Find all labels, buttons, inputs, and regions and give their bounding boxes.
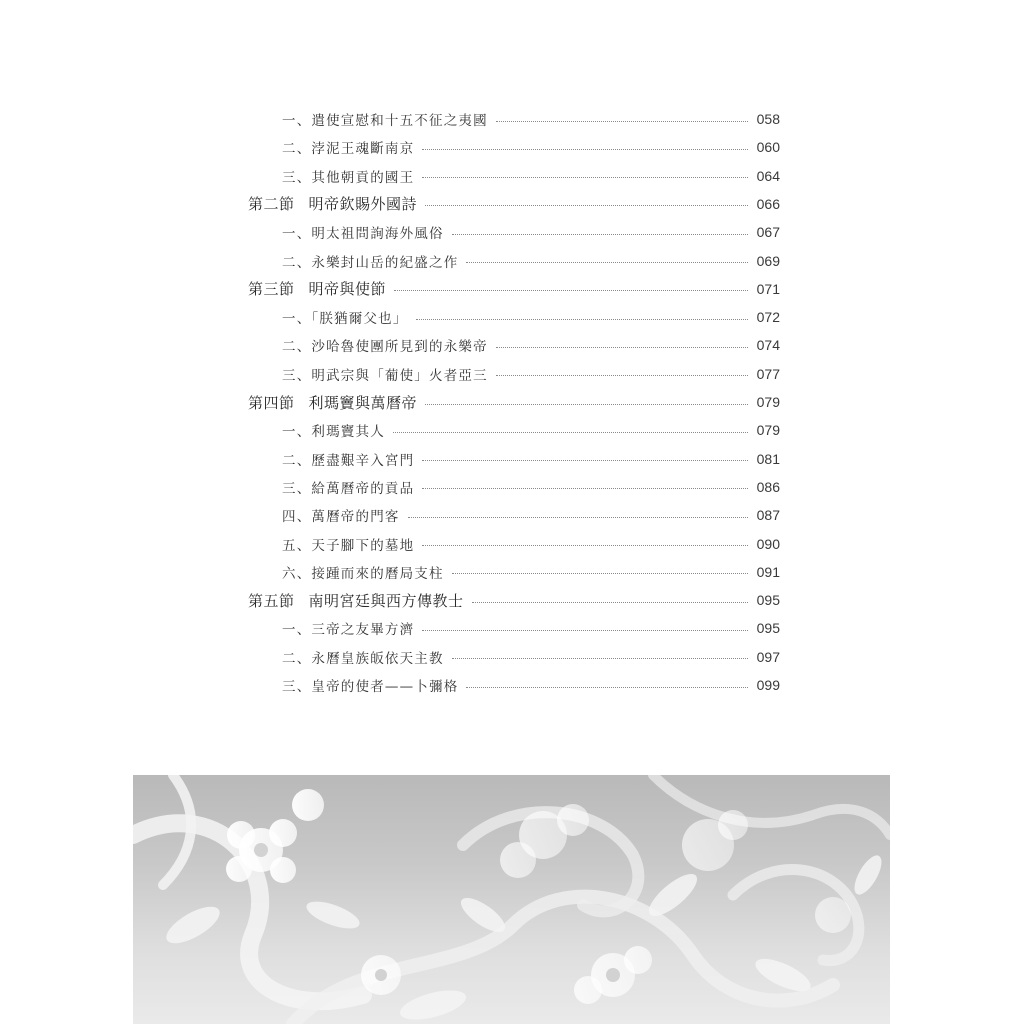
- toc-item[interactable]: [282, 643, 780, 671]
- toc-item[interactable]: [282, 162, 780, 190]
- dot-leader: [496, 347, 748, 348]
- toc-item[interactable]: [282, 105, 780, 133]
- dot-leader: [452, 573, 748, 574]
- toc-section-label: [248, 278, 386, 299]
- dot-leader: [422, 177, 748, 178]
- dot-leader: [408, 517, 748, 518]
- toc-page-number: 087: [756, 507, 780, 524]
- toc-item-label: 四、萬曆帝的門客: [282, 509, 400, 526]
- toc-page-number: 071: [756, 280, 780, 297]
- toc-page-number: 079: [756, 422, 780, 439]
- dot-leader: [496, 121, 748, 122]
- toc-item[interactable]: [282, 614, 780, 642]
- toc-item[interactable]: [282, 247, 780, 275]
- toc-item[interactable]: [282, 360, 780, 388]
- dot-leader: [422, 488, 748, 489]
- toc-page-number: 079: [756, 394, 780, 410]
- toc-page-number: 060: [756, 139, 780, 156]
- toc-section-label: [248, 590, 464, 611]
- section-title: 明帝與使節: [308, 280, 387, 299]
- toc-item-label: 二、永樂封山岳的紀盛之作: [282, 254, 459, 271]
- toc-item-label: 一、明太祖問詢海外風俗: [282, 226, 444, 243]
- toc-page-number: 095: [756, 592, 780, 609]
- dot-leader: [422, 460, 748, 461]
- toc-page-number: 064: [756, 167, 780, 184]
- section-title: 利瑪竇與萬曆帝: [308, 393, 418, 412]
- dot-leader: [425, 205, 748, 206]
- dot-leader: [452, 234, 748, 235]
- toc-page-number: 081: [756, 450, 780, 467]
- toc-page-number: 067: [756, 224, 780, 241]
- section-number: 第五節: [248, 591, 295, 610]
- toc-item-label: 五、天子腳下的墓地: [282, 537, 415, 554]
- toc-section[interactable]: [248, 388, 780, 416]
- toc-item-label: 二、永曆皇族皈依天主教: [282, 650, 444, 667]
- toc-page-number: 069: [756, 252, 780, 269]
- toc-item-label: 六、接踵而來的曆局支柱: [282, 565, 444, 582]
- toc-page-number: 074: [756, 337, 780, 354]
- toc-section[interactable]: [248, 275, 780, 303]
- toc-item-label: 一、「朕猶爾父也」: [282, 311, 408, 328]
- toc-section[interactable]: [248, 586, 780, 614]
- dot-leader: [472, 602, 748, 603]
- section-title: 南明宮廷與西方傳教士: [308, 591, 464, 610]
- dot-leader: [422, 149, 748, 150]
- toc-page-number: 058: [756, 111, 780, 127]
- dot-leader: [394, 290, 748, 291]
- toc-item[interactable]: [282, 416, 780, 444]
- toc-item[interactable]: [282, 501, 780, 529]
- dot-leader: [425, 404, 748, 405]
- toc-section-label: [248, 193, 417, 214]
- toc-item[interactable]: [282, 445, 780, 473]
- toc-item-label: 一、三帝之友畢方濟: [282, 622, 415, 639]
- section-number: 第三節: [248, 280, 295, 299]
- toc-page-number: 066: [756, 195, 780, 212]
- toc-item[interactable]: [282, 671, 780, 699]
- toc-page-number: 091: [756, 563, 780, 580]
- toc-page-number: 095: [756, 620, 780, 637]
- dot-leader: [452, 658, 748, 659]
- toc-item-label: 一、遣使宣慰和十五不征之夷國: [282, 113, 488, 129]
- toc-item-label: 三、明武宗與「葡使」火者亞三: [282, 367, 488, 384]
- toc-section-label: [248, 392, 417, 413]
- toc-page-number: 077: [756, 365, 780, 382]
- toc-item-label: 二、浡泥王魂斷南京: [282, 141, 415, 158]
- toc-page-number: 099: [756, 677, 780, 693]
- toc-item-label: 一、利瑪竇其人: [282, 424, 385, 441]
- dot-leader: [416, 319, 748, 320]
- toc-item-label: 二、沙哈魯使團所見到的永樂帝: [282, 339, 488, 356]
- section-number: 第四節: [248, 393, 295, 412]
- toc-item[interactable]: [282, 473, 780, 501]
- dot-leader: [496, 375, 748, 376]
- toc-item-label: 二、歷盡艱辛入宮門: [282, 452, 415, 469]
- floral-scroll-icon: [133, 775, 890, 1024]
- dot-leader: [466, 687, 748, 688]
- toc-section[interactable]: [248, 190, 780, 218]
- toc-item[interactable]: [282, 303, 780, 331]
- toc-item[interactable]: [282, 133, 780, 161]
- toc-item-label: 三、其他朝貢的國王: [282, 169, 415, 186]
- toc-page-number: 090: [756, 535, 780, 552]
- dot-leader: [466, 262, 748, 263]
- section-title: 明帝欽賜外國詩: [308, 195, 418, 214]
- toc-item-label: 三、給萬曆帝的貢品: [282, 480, 415, 497]
- toc-page-number: 072: [756, 309, 780, 326]
- toc-page-number: 097: [756, 648, 780, 665]
- toc-page-number: 086: [756, 478, 780, 495]
- dot-leader: [422, 630, 748, 631]
- dot-leader: [393, 432, 748, 433]
- toc-item-label: 三、皇帝的使者——卜彌格: [282, 679, 459, 695]
- floral-ornament-banner: [133, 775, 890, 1024]
- toc-item[interactable]: [282, 530, 780, 558]
- toc-item[interactable]: [282, 331, 780, 359]
- dot-leader: [422, 545, 748, 546]
- section-number: 第二節: [248, 195, 295, 214]
- toc-item[interactable]: [282, 558, 780, 586]
- toc-item[interactable]: [282, 218, 780, 246]
